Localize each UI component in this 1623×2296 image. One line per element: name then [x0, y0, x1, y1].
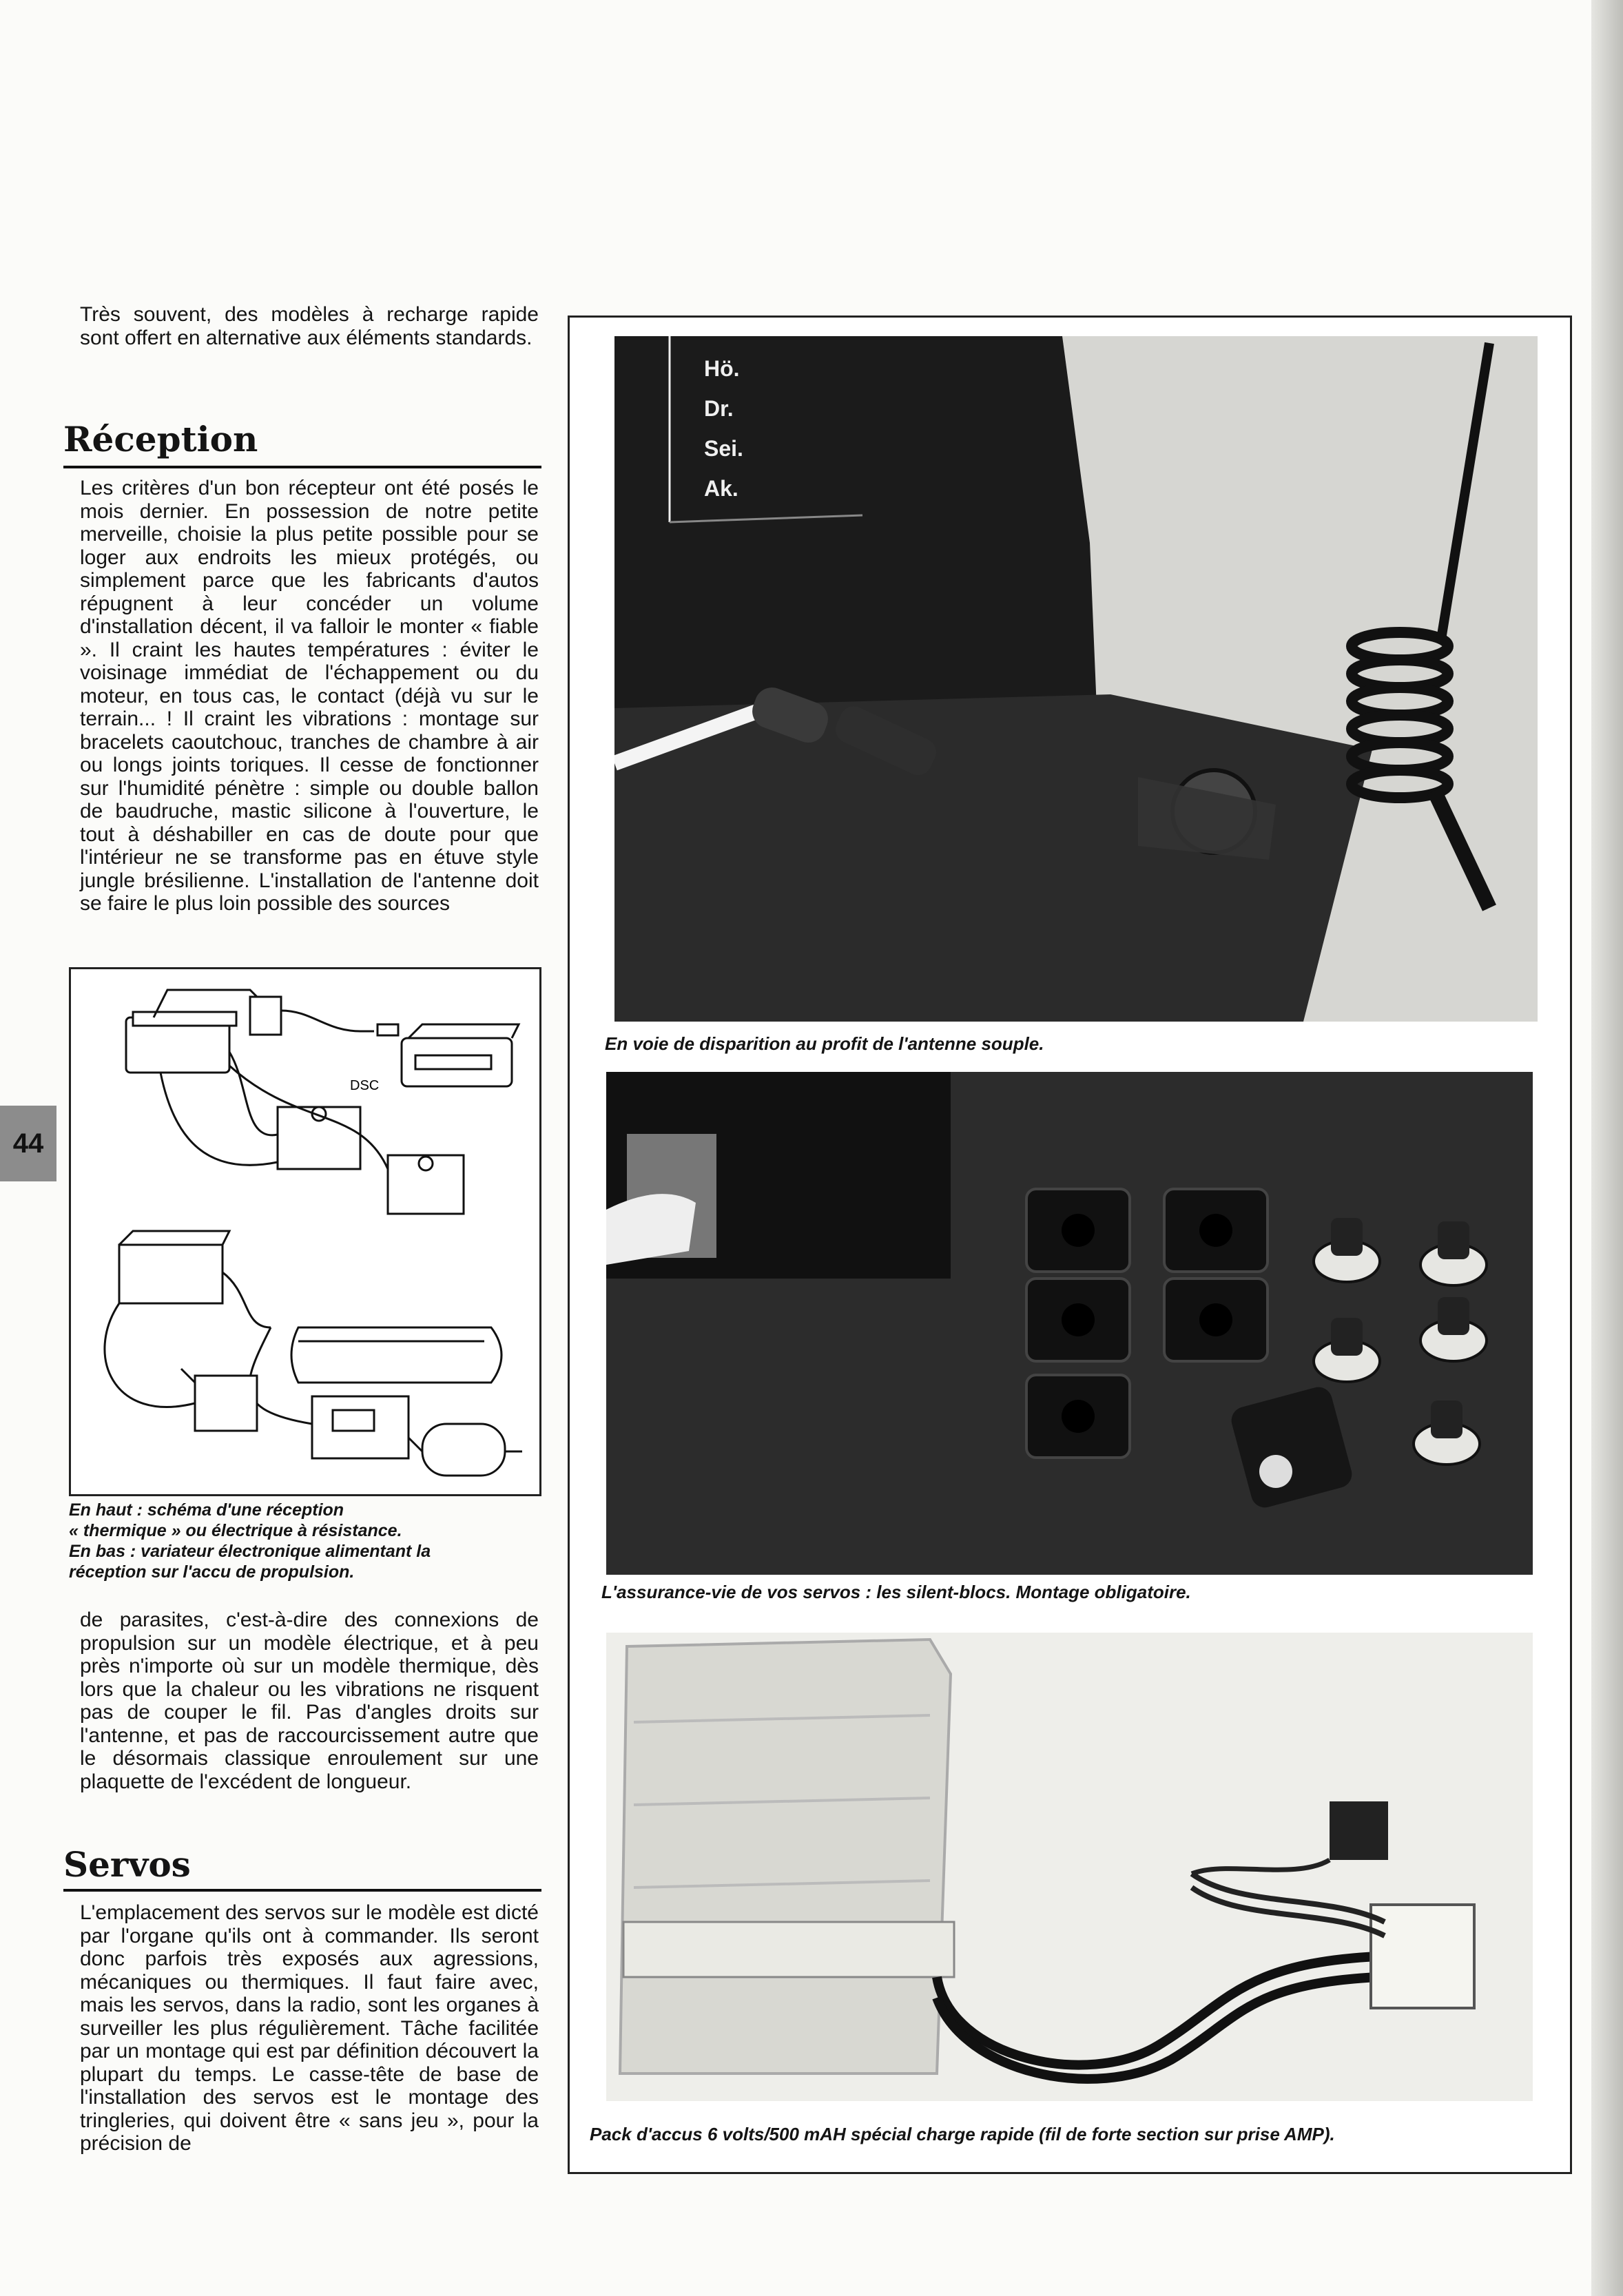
figure-caption-line-3: En bas : variateur électronique alimentant la	[69, 1542, 431, 1561]
reception-rule	[63, 466, 541, 468]
reception-paragraph-2: de parasites, c'est-à-dire des connexions de propulsion sur un modèle électrique, et à peu près n'importe où sur un modèle thermique, dès lors que la chaleur ou les vibrations ne risquent pas de couper le fil. Pas d'angles droits sur l'antenne, et pas de raccourcissement autre que le désormais classique enroulement sur une plaquette de l'excédent de longueur.	[80, 1609, 539, 1793]
photo-antenna	[614, 336, 1538, 1022]
reception-heading: Réception	[63, 419, 258, 459]
label-dsc: DSC	[350, 1078, 380, 1093]
servos-heading: Servos	[63, 1844, 191, 1885]
schematic-figure	[69, 967, 541, 1496]
reception-paragraph-1: Les critères d'un bon récepteur ont été posés le mois dernier. En possession de notre petite merveille, choisie la plus petite possible pour se loger aux endroits les mieux protégés, ou simplement parce que les fabricants d'autos répugnent à leur concéder un volume d'installation décent, il va falloir le monter « fiable ». Il craint les hautes températures : éviter le voisinage immédiat de l'échappement ou du moteur, en tous cas, le contact (déjà vu sur le terrain... ! Il craint les vibrations : montage sur bracelets caoutchouc, tranches de chambre à air ou longs joints toriques. Il cesse de fonctionner sur l'humidité pénètre : simple ou double ballon de baudruche, mastic silicone à l'ouverture, le tout à déshabiller en cas de doute pour que l'intérieur ne se transforme pas en étuve style jungle brésilienne. L'installation de l'antenne doit se faire le plus loin possible des sources	[80, 477, 539, 915]
figure-caption-line-1: En haut : schéma d'une réception	[69, 1500, 344, 1520]
photo-battery-pack	[606, 1633, 1533, 2101]
schematic-drawing	[71, 969, 539, 1494]
page-number: 44	[0, 1106, 56, 1181]
label-sei: Sei.	[704, 436, 743, 461]
photo-caption-antenna: En voie de disparition au profit de l'antenne souple.	[605, 1033, 1044, 1054]
page-edge	[1591, 0, 1623, 2296]
figure-caption-line-4: réception sur l'accu de propulsion.	[69, 1562, 355, 1582]
photo-caption-battery: Pack d'accus 6 volts/500 mAH spécial charge rapide (fil de forte section sur prise AMP).	[590, 2124, 1335, 2144]
figure-caption-line-2: « thermique » ou électrique à résistance.	[69, 1521, 402, 1540]
servos-rule	[63, 1889, 541, 1892]
label-ak: Ak.	[704, 476, 738, 501]
label-dr: Dr.	[704, 396, 734, 421]
servos-paragraph: L'emplacement des servos sur le modèle est dicté par l'organe qu'ils ont à commander. Ils seront donc parfois très exposés aux agressions, mécaniques ou thermiques. Il faut faire avec, mais les servos, dans la radio, sont les organes à surveiller les plus régulièrement. Tâche facilitée par un montage qui est par définition découvert la plupart du temps. Le casse-tête de base de l'installation des servos est le montage des tringleries, qui doivent être « sans jeu », pour la précision de	[80, 1901, 539, 2155]
photo-caption-silent-blocs: L'assurance-vie de vos servos : les silent-blocs. Montage obligatoire.	[601, 1582, 1191, 1602]
photo-silent-blocs	[606, 1072, 1533, 1575]
label-ho: Hö.	[704, 356, 740, 381]
intro-paragraph: Très souvent, des modèles à recharge rapide sont offert en alternative aux éléments standards.	[80, 303, 539, 349]
